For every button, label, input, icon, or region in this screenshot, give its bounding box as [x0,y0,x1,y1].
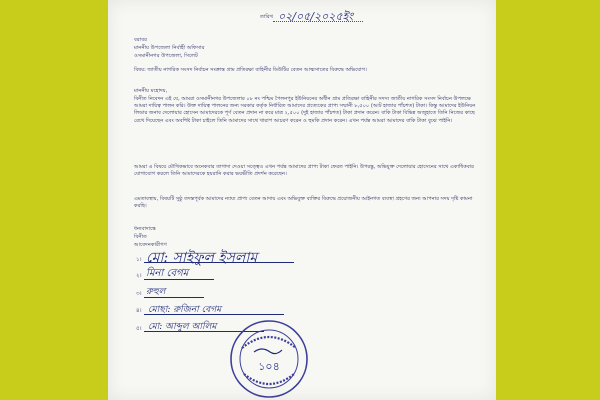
seal-number: ১০৪ [258,360,280,373]
date-label: তারিখ [260,14,274,20]
letter-subject: বিষয়: জাতীয় নাগরিক সংসদ নির্বাচন সংক্রান্ত গ্রাম প্রতিরক্ষা বাহিনীর ডিউটির বেতন আত্মসাতের বিরুদ্ধে অভিযোগ। [134,67,367,73]
signature: মিনা বেগম [146,268,189,279]
signature-underline [144,279,214,280]
signature-underline [144,314,284,315]
signature: মো: সাইফুল ইসলাম [146,250,258,266]
date-underline [273,21,363,22]
signatory-number: ৩। [136,291,142,297]
recipient-line-1: বরাবর [134,37,147,43]
recipient-line-3: ওসমানীনগর উপজেলা, সিলেট [134,53,198,59]
recipient-line-2: মাননীয় উপজেলা নির্বাহী অফিসার [134,45,205,51]
signature-underline [144,262,294,263]
applicants-label: আবেদনকারীগণ [134,242,167,248]
date-value: ০২/০৫/২০২৫ইং [278,10,354,23]
official-seal-stamp [228,318,310,400]
closing-thanks: ধন্যবাদান্তে [134,226,156,232]
seal-inner-ring [240,330,298,388]
signatory-number: ৪। [136,308,142,314]
letter-page [108,0,496,400]
signature: রুহুল [146,287,166,297]
body-paragraph-3: এমতাবস্থায়, বিষয়টি সুষ্ঠু তদন্তপূর্বক আমাদের ন্যায্য প্রাপ্য বেতন আদায় এবং অভিযুক্ত ব্যক্তির বিরুদ্ধে প্রয়োজনীয় আইনগত ব্যবস্থা গ্রহণের জন্য আপনার সদয় দৃষ্টি কামনা করছি। [134,196,473,210]
signature: মো: আব্দুল আলিম [148,322,217,332]
seal-outer-ring [231,321,307,397]
closing-regards: বিনীত [134,234,147,240]
seal-arc-text-top [242,337,296,348]
body-paragraph-1: বিনীত নিবেদন এই যে, আমরা ওসমানীনগর উপজেলার ০৮ নং পশ্চিম পৈলনপুর ইউনিয়নের অধীন গ্রাম প্রতিরক্ষা বাহিনীর সদস্য জাতীয় নাগরিক সংসদ নির্বাচন উপলক্ষে আমরা দায়িত্ব পালন করি। উক্ত দায়িত্ব পালনের জন্য সরকার কর্তৃক নির্ধারিত আমাদের প্রত্যেকের প্রাপ্য সম্মানী ৮,৫০০ (আট হাজার পাঁচশত) টাকা। কিন্তু আমাদের ইউনিয়ন লিডার জনাব দেলোয়ার হোসেন আমাদেরকে পূর্ণ বেতন প্রদান না করে মাত্র ২,৫০০ (দুই হাজার পাঁচশত) টাকা প্রদান করেন। বাকি টাকা বিভিন্ন অজুহাতে তিনি নিজের কাছে রেখে দিয়েছেন এবং অবশিষ্ট টাকা চাইলে তিনি আমাদের সাথে খারাপ আচরণ করেন ও হুমকি প্রদান করেন। এখন পর্যন্ত আমরা আমাদের বাকি টাকা বুঝে পাইনি। [134,96,476,124]
salutation: মাননীয় মহোদয়, [134,88,168,94]
signatory-number: ১। [136,257,142,263]
signatory-number: ২। [136,273,142,279]
signature-underline [144,297,204,298]
seal-signature-scribble [254,349,282,354]
signature: মোছা: রুজিনা বেগম [148,305,222,315]
signatory-number: ৫। [136,326,142,332]
body-paragraph-2: আমরা এ বিষয়ে মৌখিকভাবে অনেকবার তাগাদা দেওয়া সত্ত্বেও এখন পর্যন্ত আমাদের প্রাপ্য টাকা ফেরত পাইনি। উপরন্তু, অভিযুক্ত দেলোয়ার হোসেনের সাথে একাধিকবার যোগাযোগ করলে তিনি আমাদেরকে হয়রানি করার ভয়ভীতি প্রদর্শন করেছেন। [134,164,474,178]
